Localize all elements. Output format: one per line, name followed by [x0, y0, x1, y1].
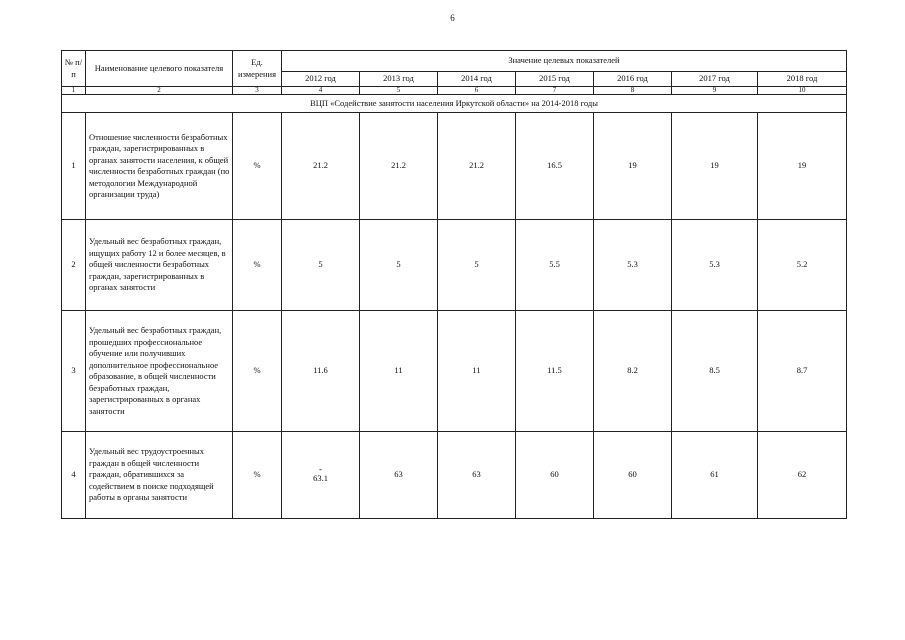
value-cell: 8.7 [758, 311, 847, 432]
table-row [62, 113, 847, 220]
header-num: № п/п [62, 51, 86, 87]
column-number: 8 [594, 87, 672, 95]
value-cell: 5.5 [516, 220, 594, 311]
header-unit: Ед. измерения [233, 51, 282, 87]
indicator-name: Удельный вес безработных граждан, прошедших профессиональное обучение или получивших дополнительное профессиональное образование, в общей численности безработных граждан, зарегистрированных в органах занятости [86, 311, 233, 432]
value-cell: 19 [594, 113, 672, 220]
header-values-group: Значение целевых показателей [282, 51, 847, 72]
row-number: 4 [62, 432, 86, 519]
column-number: 1 [62, 87, 86, 95]
value-cell: 5 [282, 220, 360, 311]
value-cell: 63 [360, 432, 438, 519]
unit-cell: % [233, 220, 282, 311]
section-title: ВЦП «Содействие занятости населения Иркутской области» на 2014-2018 годы [62, 95, 847, 113]
stray-mark: - [319, 464, 322, 475]
unit-cell: % [233, 311, 282, 432]
value-cell: 19 [758, 113, 847, 220]
indicator-name: Удельный вес трудоустроенных граждан в общей численности граждан, обратившихся за содействием в поиске подходящей работы в органы занятости [86, 432, 233, 519]
target-indicators-table [61, 50, 847, 519]
table-row [62, 432, 847, 519]
indicator-name: Удельный вес безработных граждан, ищущих работу 12 и более месяцев, в общей численности безработных граждан, зарегистрированных в органах занятости [86, 220, 233, 311]
column-number: 6 [438, 87, 516, 95]
value-cell: 62 [758, 432, 847, 519]
value-cell: 11.5 [516, 311, 594, 432]
header-indicator-name: Наименование целевого показателя [86, 51, 233, 87]
value-cell: 60 [594, 432, 672, 519]
unit-cell: % [233, 432, 282, 519]
indicator-name: Отношение численности безработных граждан, зарегистрированных в органах занятости населения, к общей численности безработных граждан (по методологии Международной организации труда) [86, 113, 233, 220]
page-number: 6 [450, 13, 455, 23]
value-cell: 5.3 [672, 220, 758, 311]
header-year: 2015 год [516, 72, 594, 87]
header-year: 2017 год [672, 72, 758, 87]
value-cell: 8.5 [672, 311, 758, 432]
value-cell: 11 [438, 311, 516, 432]
value-cell: 60 [516, 432, 594, 519]
header-year: 2018 год [758, 72, 847, 87]
value-cell: 5 [360, 220, 438, 311]
value-cell: 5 [438, 220, 516, 311]
column-number: 3 [233, 87, 282, 95]
column-number: 5 [360, 87, 438, 95]
header-year: 2016 год [594, 72, 672, 87]
header-year: 2012 год [282, 72, 360, 87]
table-row [62, 311, 847, 432]
header-year: 2014 год [438, 72, 516, 87]
value-cell: 16.5 [516, 113, 594, 220]
row-number: 3 [62, 311, 86, 432]
value-cell: 5.2 [758, 220, 847, 311]
column-number: 7 [516, 87, 594, 95]
value-cell: 11.6 [282, 311, 360, 432]
row-number: 1 [62, 113, 86, 220]
value-cell: 21.2 [282, 113, 360, 220]
value-cell: 63 [438, 432, 516, 519]
value-cell: 19 [672, 113, 758, 220]
value-cell: 21.2 [360, 113, 438, 220]
column-number: 4 [282, 87, 360, 95]
value-cell [282, 432, 360, 519]
column-number: 9 [672, 87, 758, 95]
unit-cell: % [233, 113, 282, 220]
row-number: 2 [62, 220, 86, 311]
header-year: 2013 год [360, 72, 438, 87]
value-cell: 11 [360, 311, 438, 432]
value-cell: 5.3 [594, 220, 672, 311]
value-cell: 21.2 [438, 113, 516, 220]
column-number: 10 [758, 87, 847, 95]
value-cell: 8.2 [594, 311, 672, 432]
value-cell: 61 [672, 432, 758, 519]
table-row [62, 220, 847, 311]
value-text: 63.1 [313, 473, 328, 484]
column-number: 2 [86, 87, 233, 95]
